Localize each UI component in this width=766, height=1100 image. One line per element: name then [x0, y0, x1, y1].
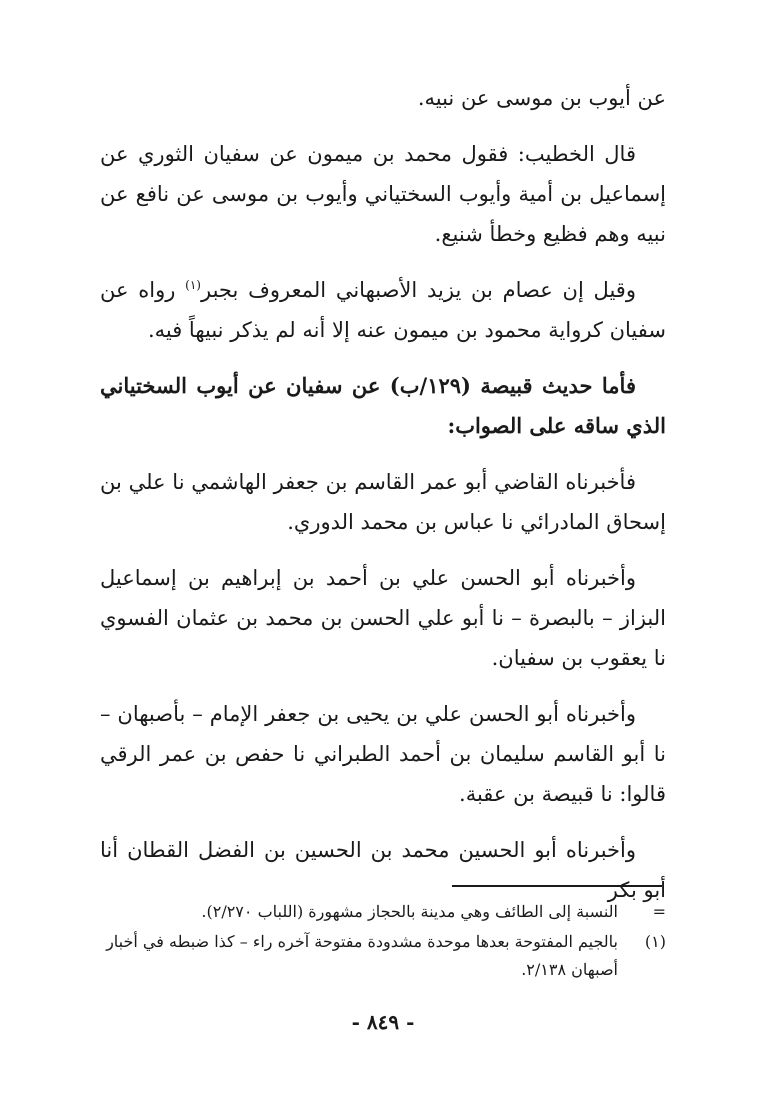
footnote-reference-1: (١)	[185, 278, 201, 292]
footnote-text: بالجيم المفتوحة بعدها موحدة مشدودة مفتوحة آخره راء – كذا ضبطه في أخبار أصبهان ٢/١٣٨.	[106, 932, 618, 979]
paragraph-7: وأخبرناه أبو الحسن علي بن يحيى بن جعفر الإمام – بأصبهان – نا أبو القاسم سليمان بن أحمد الطبراني نا حفص بن عمر الرقي قالوا: نا قبيصة بن عقبة.	[100, 702, 666, 806]
paragraph-6: وأخبرناه أبو الحسن علي بن أحمد بن إبراهيم بن إسماعيل البزاز – بالبصرة – نا أبو علي الحسن بن محمد بن عثمان الفسوي نا يعقوب بن سفيان.	[100, 566, 666, 670]
footnote-1	[100, 928, 666, 984]
section-heading: فأما حديث قبيصة (١٢٩/ب) عن سفيان عن أيوب السختياني الذي ساقه على الصواب:	[100, 373, 666, 438]
footnotes	[100, 898, 666, 986]
paragraph-1: عن أيوب بن موسى عن نبيه.	[417, 86, 666, 110]
footnote-mark: (١)	[644, 932, 666, 951]
footnote-text: النسبة إلى الطائف وهي مدينة بالحجاز مشهورة (اللباب ٢/٢٧٠).	[201, 902, 618, 921]
page-number: - ٨٤٩ -	[351, 1010, 415, 1034]
paragraph-3	[100, 270, 666, 350]
footnote-continuation	[100, 898, 666, 926]
main-text	[100, 78, 666, 926]
paragraph-5: فأخبرناه القاضي أبو عمر القاسم بن جعفر الهاشمي نا علي بن إسحاق المادرائي نا عباس بن محمد الدوري.	[100, 470, 666, 534]
footnote-separator	[452, 885, 662, 887]
paragraph-3-text-end: رواه عن سفيان كرواية محمود بن ميمون عنه إلا أنه لم يذكر نبيهاً فيه.	[100, 278, 666, 342]
footnote-mark: =	[652, 902, 666, 921]
paragraph-3-text-start: وقيل إن عصام بن يزيد الأصبهاني المعروف بجبر	[200, 278, 636, 302]
paragraph-8: وأخبرناه أبو الحسين محمد بن الحسين بن الفضل القطان أنا أبو بكر	[100, 838, 666, 902]
paragraph-2: قال الخطيب: فقول محمد بن ميمون عن سفيان الثوري عن إسماعيل بن أمية وأيوب السختياني وأيوب بن موسى عن نافع عن نبيه وهم فظيع وخطأ شنيع.	[100, 142, 666, 246]
